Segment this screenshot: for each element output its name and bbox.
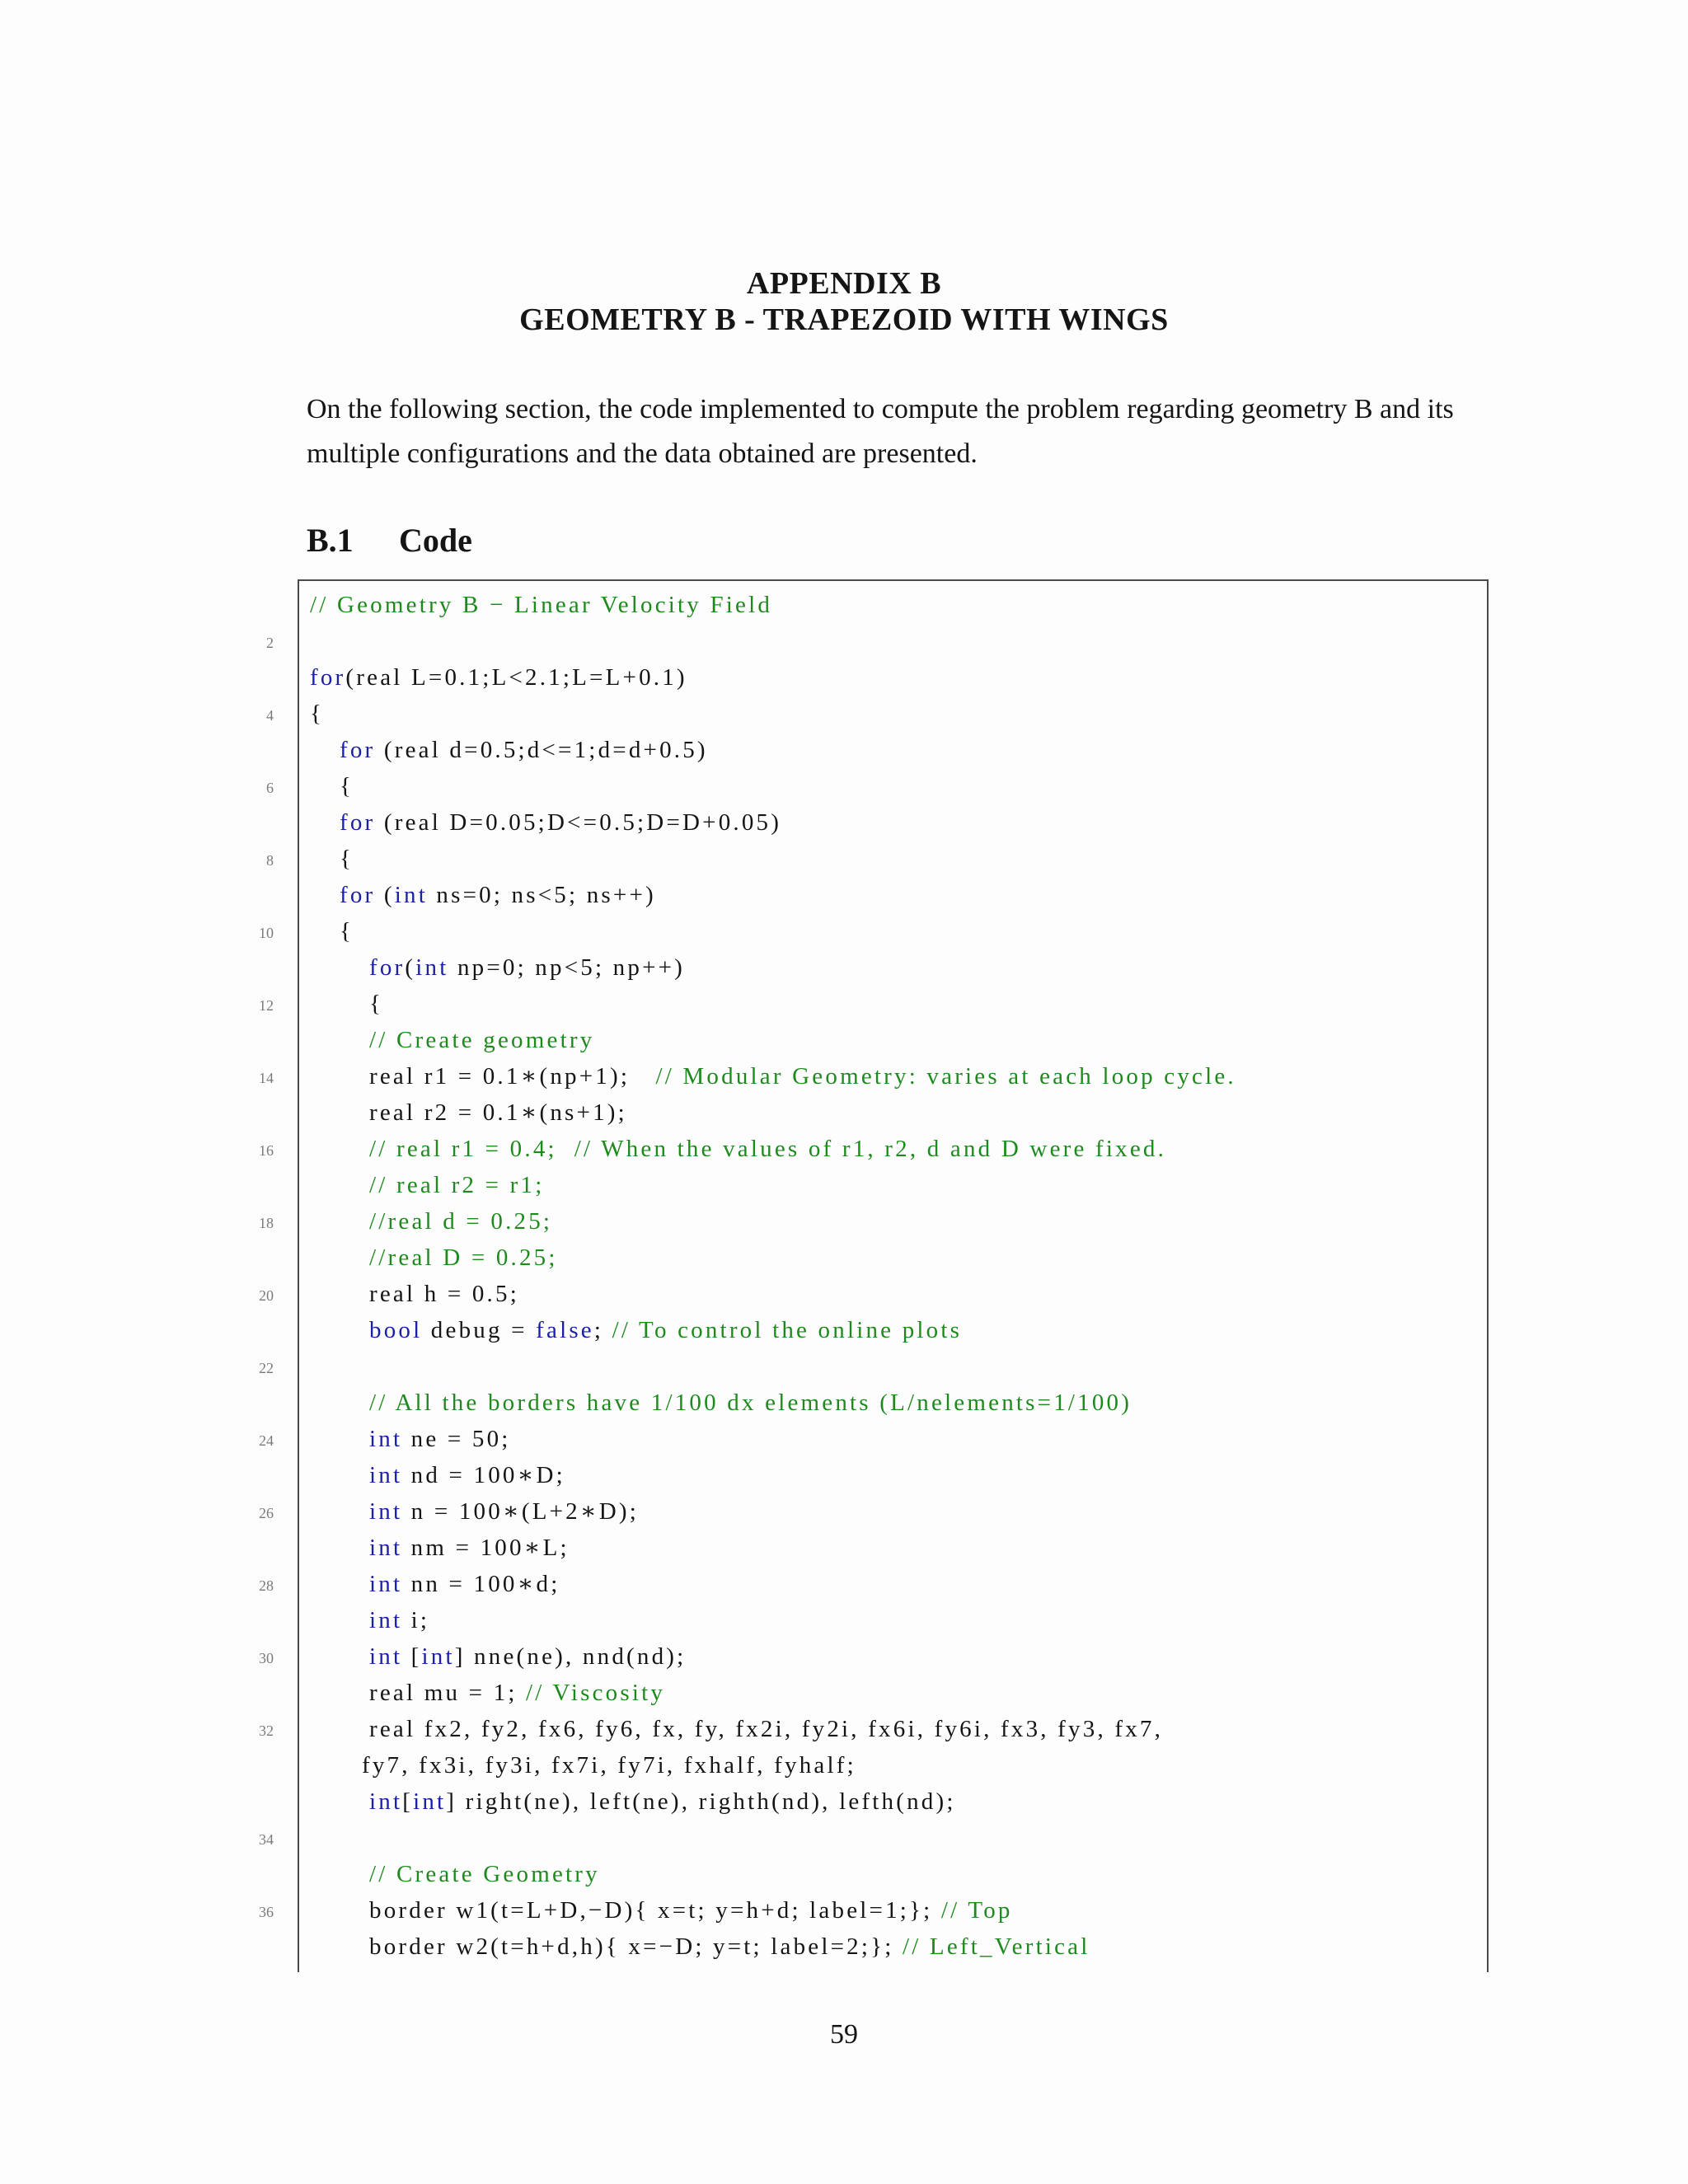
code-comment: //real D = 0.25; bbox=[369, 1244, 558, 1271]
intro-paragraph: On the following section, the code implemented to compute the problem regarding geometry B and its multiple configurations and the data obtained are presented. bbox=[307, 394, 1454, 469]
code-line bbox=[310, 659, 1480, 696]
code-text bbox=[369, 1167, 545, 1203]
line-number: 2 bbox=[266, 635, 274, 651]
code-comment: // Left_Vertical bbox=[902, 1933, 1090, 1960]
code-text bbox=[369, 1929, 1090, 1965]
code-line bbox=[266, 841, 1480, 877]
code-keyword: int bbox=[369, 1462, 403, 1488]
code-token: ( bbox=[375, 882, 395, 908]
line-number: 36 bbox=[259, 1904, 274, 1920]
section-heading bbox=[307, 521, 472, 560]
code-line bbox=[310, 1530, 1480, 1566]
code-token: [ bbox=[402, 1788, 414, 1815]
code-line bbox=[310, 877, 1480, 913]
code-token: { bbox=[340, 846, 354, 872]
code-line bbox=[259, 1493, 1480, 1530]
code-line bbox=[310, 587, 1480, 623]
code-text bbox=[340, 768, 354, 804]
code-comment: // Create geometry bbox=[369, 1027, 595, 1053]
line-number: 34 bbox=[259, 1831, 274, 1848]
code-text bbox=[369, 1493, 639, 1530]
code-line bbox=[259, 1203, 1480, 1240]
code-line bbox=[310, 1929, 1480, 1965]
code-token: border w2(t=h+d,h){ x=−D; y=t; label=2;}; bbox=[369, 1933, 903, 1960]
line-number: 28 bbox=[259, 1577, 274, 1594]
code-line bbox=[310, 1385, 1480, 1421]
code-token: fy7, fx3i, fy3i, fx7i, fy7i, fxhalf, fyhalf; bbox=[362, 1752, 856, 1779]
code-text bbox=[369, 1203, 552, 1240]
code-token: (real L=0.1;L<2.1;L=L+0.1) bbox=[345, 664, 687, 691]
code-text bbox=[369, 1566, 560, 1602]
code-token: real r2 = 0.1∗(ns+1); bbox=[369, 1099, 627, 1126]
code-text bbox=[340, 913, 354, 949]
code-token: real h = 0.5; bbox=[369, 1281, 519, 1307]
code-text bbox=[369, 1856, 600, 1892]
line-number: 32 bbox=[259, 1722, 274, 1739]
code-line bbox=[310, 1747, 1480, 1783]
code-line bbox=[310, 1783, 1480, 1820]
code-text bbox=[369, 1421, 511, 1457]
code-line bbox=[259, 1820, 1480, 1856]
code-line bbox=[259, 1348, 1480, 1385]
code-token: nd = 100∗D; bbox=[402, 1462, 565, 1488]
code-keyword: int bbox=[369, 1426, 403, 1452]
code-line bbox=[310, 804, 1480, 841]
code-token: (real d=0.5;d<=1;d=d+0.5) bbox=[375, 737, 708, 763]
code-line bbox=[310, 1094, 1480, 1131]
line-number: 30 bbox=[259, 1650, 274, 1666]
code-line bbox=[310, 732, 1480, 768]
line-number: 20 bbox=[259, 1287, 274, 1304]
code-text bbox=[340, 732, 708, 768]
code-token: (real D=0.05;D<=0.5;D=D+0.05) bbox=[375, 809, 782, 836]
code-line bbox=[259, 1131, 1480, 1167]
code-text bbox=[369, 1675, 665, 1711]
code-token: debug = bbox=[422, 1317, 537, 1343]
code-token: ; bbox=[593, 1317, 612, 1343]
code-keyword: int bbox=[369, 1535, 403, 1561]
code-text bbox=[369, 1892, 1013, 1929]
code-token: np=0; np<5; np++) bbox=[448, 954, 686, 981]
code-keyword: for bbox=[310, 664, 346, 691]
appendix-subtitle: GEOMETRY B - TRAPEZOID WITH WINGS bbox=[519, 302, 1169, 337]
code-token: { bbox=[310, 701, 325, 727]
code-text bbox=[340, 877, 656, 913]
code-token: { bbox=[340, 773, 354, 799]
code-comment: // Viscosity bbox=[526, 1680, 666, 1706]
code-keyword: for bbox=[369, 954, 406, 981]
code-keyword: int bbox=[369, 1571, 403, 1597]
code-token: [ bbox=[402, 1643, 422, 1670]
code-listing bbox=[259, 587, 1480, 1965]
code-text bbox=[369, 1530, 570, 1566]
code-line bbox=[310, 1167, 1480, 1203]
code-text bbox=[310, 587, 772, 623]
code-token: nm = 100∗L; bbox=[402, 1535, 570, 1561]
code-token: real r1 = 0.1∗(np+1); bbox=[369, 1063, 656, 1090]
line-number: 10 bbox=[259, 925, 274, 941]
code-token: ] nne(ne), nnd(nd); bbox=[454, 1643, 687, 1670]
code-comment: // Modular Geometry: varies at each loop cycle. bbox=[655, 1063, 1236, 1090]
code-token: i; bbox=[402, 1607, 430, 1633]
code-text bbox=[362, 1747, 856, 1783]
code-comment: // To control the online plots bbox=[612, 1317, 963, 1343]
code-comment: // real r1 = 0.4; // When the values of r1, r2, d and D were fixed. bbox=[369, 1136, 1167, 1162]
code-line bbox=[259, 1638, 1480, 1675]
code-comment: // Geometry B − Linear Velocity Field bbox=[310, 592, 773, 618]
code-comment: // All the borders have 1/100 dx elements (L/nelements=1/100) bbox=[369, 1390, 1132, 1416]
code-text bbox=[369, 986, 383, 1022]
code-text bbox=[340, 841, 354, 877]
code-keyword: for bbox=[340, 809, 376, 836]
code-text bbox=[369, 1312, 962, 1348]
code-line bbox=[310, 1312, 1480, 1348]
code-keyword: int bbox=[369, 1607, 403, 1633]
code-token: ( bbox=[405, 954, 416, 981]
code-token: real fx2, fy2, fx6, fy6, fx, fy, fx2i, fy2i, fx6i, fy6i, fx3, fy3, fx7, bbox=[369, 1716, 1164, 1742]
line-number: 18 bbox=[259, 1215, 274, 1231]
line-number: 14 bbox=[259, 1070, 274, 1086]
code-text bbox=[340, 804, 781, 841]
line-number: 12 bbox=[259, 997, 274, 1014]
code-token: ] right(ne), left(ne), righth(nd), lefth(nd); bbox=[446, 1788, 956, 1815]
code-line bbox=[310, 1240, 1480, 1276]
code-token: ne = 50; bbox=[402, 1426, 511, 1452]
code-keyword: int bbox=[413, 1788, 447, 1815]
code-keyword: false bbox=[536, 1317, 594, 1343]
code-line bbox=[310, 1457, 1480, 1493]
code-keyword: int bbox=[421, 1643, 455, 1670]
code-comment: // Top bbox=[940, 1897, 1013, 1924]
code-line bbox=[259, 986, 1480, 1022]
code-text bbox=[369, 1276, 519, 1312]
code-keyword: int bbox=[394, 882, 428, 908]
code-keyword: for bbox=[340, 737, 376, 763]
code-token: ns=0; ns<5; ns++) bbox=[427, 882, 656, 908]
code-text bbox=[369, 1638, 686, 1675]
code-token: real mu = 1; bbox=[369, 1680, 527, 1706]
code-keyword: int bbox=[415, 954, 449, 981]
code-comment: //real d = 0.25; bbox=[369, 1208, 553, 1235]
code-line bbox=[259, 913, 1480, 949]
appendix-title: APPENDIX B bbox=[746, 266, 942, 301]
code-text bbox=[310, 696, 324, 732]
code-line bbox=[259, 1892, 1480, 1929]
code-comment: // Create Geometry bbox=[369, 1861, 600, 1887]
section-number: B.1 bbox=[307, 522, 354, 559]
code-line bbox=[259, 1566, 1480, 1602]
code-line bbox=[266, 768, 1480, 804]
code-text bbox=[369, 1385, 1132, 1421]
code-line bbox=[310, 1602, 1480, 1638]
code-line bbox=[310, 1675, 1480, 1711]
line-number: 22 bbox=[259, 1360, 274, 1376]
line-number: 24 bbox=[259, 1432, 274, 1449]
code-text bbox=[369, 1058, 1236, 1094]
code-line bbox=[259, 1421, 1480, 1457]
code-token: { bbox=[340, 918, 354, 944]
code-line bbox=[259, 1711, 1480, 1747]
code-keyword: bool bbox=[369, 1317, 423, 1343]
code-line bbox=[259, 1058, 1480, 1094]
code-text bbox=[369, 1457, 565, 1493]
code-text bbox=[369, 1094, 627, 1131]
line-number: 26 bbox=[259, 1505, 274, 1521]
section-title: Code bbox=[399, 522, 472, 559]
code-line bbox=[310, 949, 1480, 986]
code-token: n = 100∗(L+2∗D); bbox=[402, 1498, 640, 1525]
code-token: border w1(t=L+D,−D){ x=t; y=h+d; label=1;}; bbox=[369, 1897, 941, 1924]
code-line bbox=[310, 1022, 1480, 1058]
code-token: nn = 100∗d; bbox=[402, 1571, 560, 1597]
code-text bbox=[369, 949, 685, 986]
code-keyword: int bbox=[369, 1788, 403, 1815]
code-line bbox=[266, 696, 1480, 732]
code-comment: // real r2 = r1; bbox=[369, 1172, 545, 1198]
line-number: 6 bbox=[266, 780, 274, 796]
code-text bbox=[369, 1131, 1166, 1167]
code-line bbox=[310, 1856, 1480, 1892]
code-text bbox=[310, 659, 687, 696]
line-number: 4 bbox=[266, 707, 274, 724]
code-keyword: for bbox=[340, 882, 376, 908]
code-line bbox=[259, 1276, 1480, 1312]
code-keyword: int bbox=[369, 1643, 403, 1670]
line-number: 8 bbox=[266, 852, 274, 869]
code-keyword: int bbox=[369, 1498, 403, 1525]
code-line bbox=[266, 623, 1480, 659]
code-text bbox=[369, 1711, 1163, 1747]
line-number: 16 bbox=[259, 1142, 274, 1159]
page-number: 59 bbox=[830, 2019, 858, 2050]
code-text bbox=[369, 1602, 429, 1638]
code-text bbox=[369, 1783, 956, 1820]
code-text bbox=[369, 1022, 594, 1058]
code-text bbox=[369, 1240, 558, 1276]
code-token: { bbox=[369, 991, 384, 1017]
